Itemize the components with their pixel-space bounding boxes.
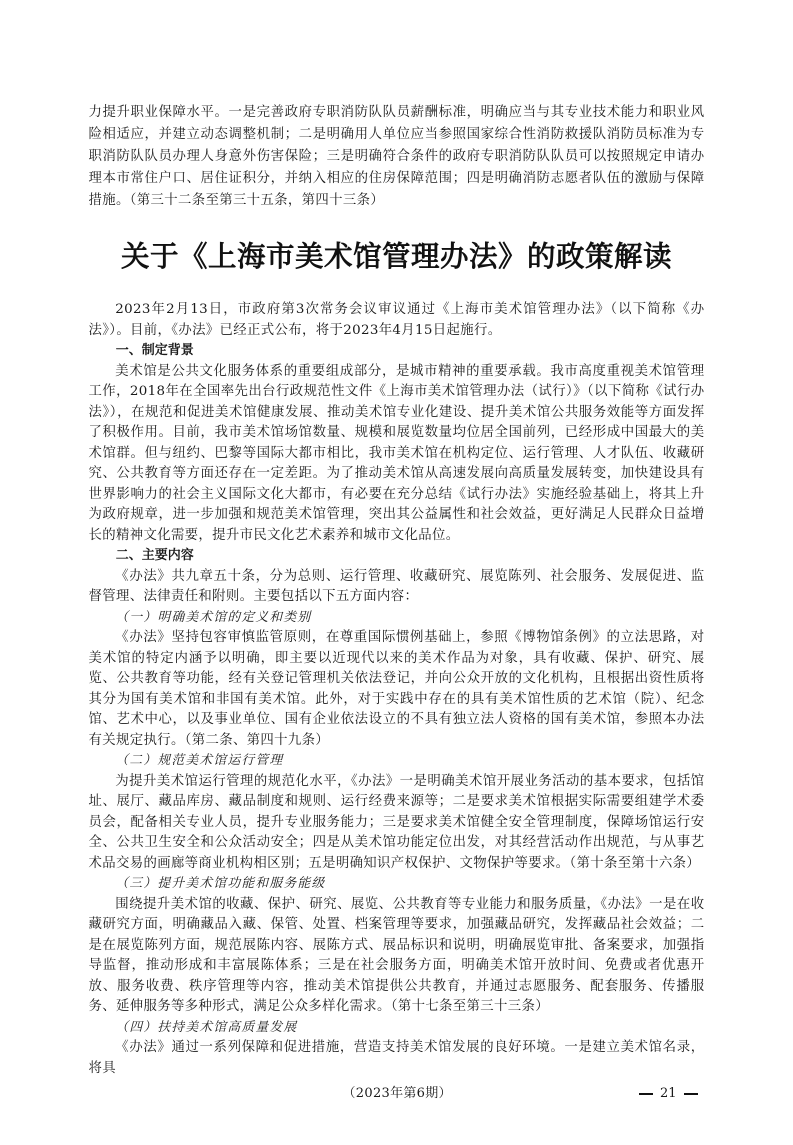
previous-article-paragraph: 力提升职业保障水平。一是完善政府专职消防队队员薪酬标准，明确应当与其专业技术能力和职业风险相适应，并建立动态调整机制；二是明确用人单位应当参照国家综合性消防救援队消防员标准为专职消防队队员办理人身意外伤害保险；三是明确符合条件的政府专职消防队队员可以按照规定申请办理本市常住户口、居住证积分，并纳入相应的住房保障范围；四是明确消防志愿者队伍的激励与保障措施。（第三十二条至第三十五条，第四十三条） [88,105,705,208]
dash-left [639,1093,653,1095]
section-heading-background: 一、制定背景 [115,343,194,358]
intro-paragraph: 2023年2月13日，市政府第3次常务会议审议通过《上海市美术馆管理办法》（以下简称《办法》）。目前，《办法》已经正式公布，将于2023年4月15日起施行。 [88,302,705,338]
background-paragraph: 美术馆是公共文化服务体系的重要组成部分，是城市精神的重要承载。我市高度重视美术馆管理工作，2018年在全国率先出台行政规范性文件《上海市美术馆管理办法（试行）》（以下简称《试行办法》），在规范和促进美术馆健康发展、推动美术馆专业化建设、提升美术馆公共服务效能等方面发挥了积极作用。目前，我市美术馆场馆数量、规模和展览数量均位居全国前列，已经形成中国最大的美术馆群。但与纽约、巴黎等国际大都市相比，我市美术馆在机构定位、运行管理、人才队伍、收藏研究、公共教育等方面还存在一定差距。为了推动美术馆从高速发展向高质量发展转变，加快建设具有世界影响力的社会主义国际文化大都市，有必要在充分总结《试行办法》实施经验基础上，将其上升为政府规章，进一步加强和规范美术馆管理，突出其公益属性和社会效益，更好满足人民群众日益增长的精神文化需要，提升市民文化艺术素养和城市文化品位。 [88,363,705,543]
subsection-paragraph-2: 为提升美术馆运行管理的规范化水平，《办法》一是明确美术馆开展业务活动的基本要求，包括馆址、展厅、藏品库房、藏品制度和规则、运行经费来源等；二是要求美术馆根据实际需要组建学术委员会，配备相关专业人员，提升专业服务能力；三是要求美术馆健全安全管理制度，保障场馆运行安全、公共卫生安全和公众活动安全；四是从美术馆功能定位出发，对其经营活动作出规范，与从事艺术品交易的画廊等商业机构相区别；五是明确知识产权保护、文物保护等要求。（第十条至第十六条） [88,773,705,871]
page-number [632,1083,705,1105]
main-content-paragraph: 《办法》共九章五十条，分为总则、运行管理、收藏研究、展览陈列、社会服务、发展促进、监督管理、法律责任和附则。主要包括以下五方面内容： [88,568,705,604]
page-sheet [89,0,705,1145]
subsection-heading-4: （四）扶持美术馆高质量发展 [115,1019,298,1035]
dash-right [684,1093,698,1095]
subsection-heading-3: （三）提升美术馆功能和服务能级 [115,876,326,891]
subsection-paragraph-3: 围绕提升美术馆的收藏、保护、研究、展览、公共教育等专业能力和服务质量，《办法》一是在收藏研究方面，明确藏品入藏、保管、处置、档案管理等要求，加强藏品研究，发挥藏品社会效益；二是在展览陈列方面，规范展陈内容、展陈方式、展品标识和说明，明确展览审批、备案要求，加强指导监督，推动形成和丰富展陈体系；三是在社会服务方面，明确美术馆开放时间、免费或者优惠开放、服务收费、秩序管理等内容，推动美术馆提供公共教育，并通过志愿服务、配套服务、传播服务、延伸服务等多种形式，满足公众多样化需求。（第十七条至第三十三条） [88,896,705,1014]
subsection-heading-2: （二）规范美术馆运行管理 [115,753,284,768]
section-heading-main-content: 二、主要内容 [115,548,194,563]
article-body [89,300,705,1079]
subsection-heading-1: （一）明确美术馆的定义和类别 [115,609,312,625]
previous-article-tail [89,102,705,212]
subsection-paragraph-1: 《办法》坚持包容审慎监管原则，在尊重国际惯例基础上，参照《博物馆条例》的立法思路，对美术馆的特定内涵予以明确，即主要以近现代以来的美术作品为对象，具有收藏、保护、研究、展览、公共教育等功能，经有关登记管理机关依法登记，并向公众开放的文化机构，且根据出资性质将其分为国有美术馆和非国有美术馆。此外，对于实践中存在的具有美术馆性质的艺术馆（院）、纪念馆、艺术中心，以及事业单位、国有企业依法设立的不具有独立法人资格的国有美术馆，参照本办法有关规定执行。（第二条、第四十九条） [88,630,705,748]
page-footer [89,1083,705,1105]
article-title: 关于《上海市美术馆管理办法》的政策解读 [120,239,672,273]
page-number-text: 21 [659,1086,677,1101]
issue-label: （2023年第6期） [342,1086,452,1101]
subsection-paragraph-4: 《办法》通过一系列保障和促进措施，营造支持美术馆发展的良好环境。一是建立美术馆名录，将具 [88,1040,705,1076]
